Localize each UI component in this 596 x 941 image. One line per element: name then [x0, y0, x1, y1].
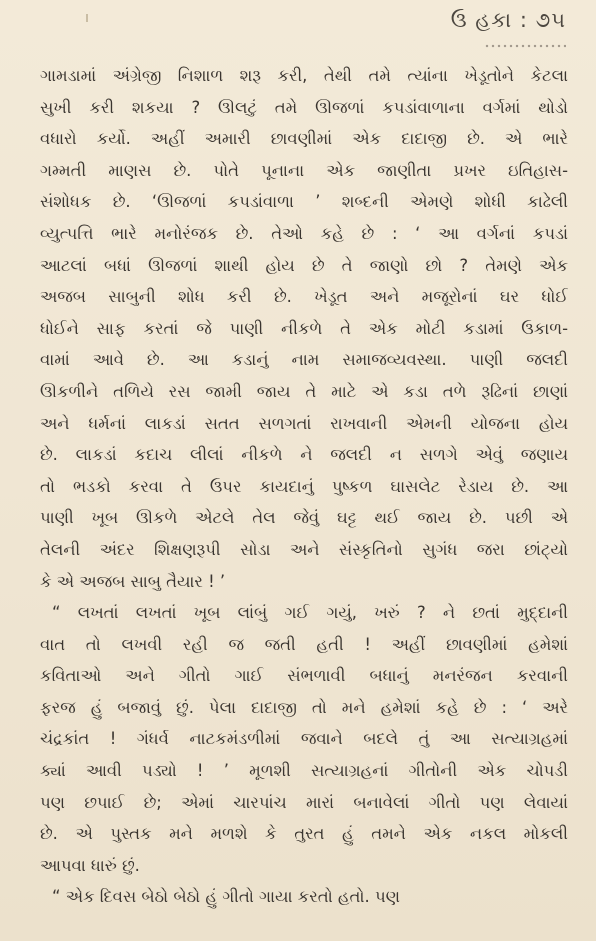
text-line: વાત તો લખવી રહી જ જતી હતી ! અહીં છાવણીમાં હમેશાં — [40, 634, 568, 654]
text-line: “ લખતાં લખતાં ખૂબ લાંબું ગઈ ગયું, ખરું ? ને છતાં મુદ્દાની — [52, 603, 568, 623]
text-line: છે. એ પુસ્તક મને મળશે કે તુરત હું તમને એક નકલ મોકલી — [40, 824, 568, 844]
text-line: અજબ સાબુની શોધ કરી છે. ખેડૂત અને મજૂરોનાં ઘર ધોઈ — [40, 287, 568, 307]
ink-mark — [86, 14, 88, 22]
text-line: ગમ્મતી માણસ છે. પોતે પૂનાના એક જાણીતા પ્રખર ઇતિહાસ- — [40, 160, 568, 180]
paragraph — [40, 881, 568, 913]
text-line: કવિતાઓ અને ગીતો ગાઈ સંભળાવી બધાનું મનરંજન કરવાની — [40, 666, 568, 686]
page-header: ઉ હકા : ૭૫ — [450, 8, 566, 32]
text-line: વામાં આવે છે. આ કડાનું નામ સમાજવ્યવસ્થા. પાણી જલદી — [40, 350, 568, 370]
text-line: સંશોધક છે. ‘ઊજળાં કપડાંવાળા ’ શબ્દની એમણે શોધી કાઢેલી — [40, 192, 568, 212]
text-line: ફરજ હું બજાવું છું. પેલા દાદાજી તો મને હમેશાં કહે છે : ‘ અરે — [40, 697, 568, 717]
text-line: આટલાં બધાં ઊજળાં શાથી હોય છે તે જાણો છો ? તેમણે એક — [40, 255, 568, 275]
paragraph — [40, 60, 568, 597]
text-line: તેલની અંદર શિક્ષણરૂપી સોડા અને સંસ્કૃતિનો સુગંધ જરા છાંટ્યો — [40, 539, 568, 559]
text-line: કે એ અજબ સાબુ તૈયાર ! ’ — [40, 571, 226, 591]
text-line: આપવા ધારું છું. — [40, 855, 140, 875]
header-decorative-rule — [484, 44, 566, 48]
body-text — [40, 60, 568, 913]
text-line: છે. લાકડાં કદાચ લીલાં નીકળે ને જલદી ન સળગે એવું જણાય — [40, 445, 568, 465]
text-line: વ્યુત્પત્તિ ભારે મનોરંજક છે. તેઓ કહે છે : ‘ આ વર્ગનાં કપડાં — [40, 223, 568, 243]
text-line: ક્યાં આવી પડ્યો ! ’ મૂળશી સત્યાગ્રહનાં ગીતોની એક ચોપડી — [40, 761, 568, 781]
text-line: ગામડામાં અંગ્રેજી નિશાળ શરૂ કરી, તેથી તમે ત્યાંના ખેડૂતોને કેટલા — [40, 66, 568, 85]
paragraph — [40, 597, 568, 881]
text-line: પાણી ખૂબ ઊકળે એટલે તેલ જેવું ઘટ્ટ થઈ જાય છે. પછી એ — [40, 508, 568, 528]
text-line: “ એક દિવસ બેઠો બેઠો હું ગીતો ગાયા કરતો હતો. પણ — [52, 887, 400, 907]
text-line: સુખી કરી શકયા ? ઊલટું તમે ઊજળાં કપડાંવાળાના વર્ગમાં થોડો — [40, 97, 568, 117]
text-line: પણ છપાઈ છે; એમાં ચારપાંચ મારાં બનાવેલાં ગીતો પણ લેવાયાં — [40, 792, 568, 812]
text-line: ઊકળીને તળિયે રસ જામી જાય તે માટે એ કડા તળે રૂઢિનાં છાણાં — [40, 381, 568, 401]
text-line: ચંદ્રકાંત ! ગંધર્વ નાટકમંડળીમાં જવાને બદલે તું આ સત્યાગ્રહમાં — [40, 729, 568, 749]
text-line: વધારો કર્યો. અહીં અમારી છાવણીમાં એક દાદાજી છે. એ ભારે — [40, 129, 568, 149]
text-line: તો ભડકો કરવા તે ઉપર કાયદાનું પુષ્કળ ઘાસલેટ રેડાય છે. આ — [40, 476, 568, 496]
text-line: અને ધર્મનાં લાકડાં સતત સળગતાં રાખવાની એમની યોજના હોય — [40, 413, 568, 433]
text-line: ધોઈને સાફ કરતાં જે પાણી નીકળે તે એક મોટી કડામાં ઉકાળ- — [40, 318, 568, 338]
